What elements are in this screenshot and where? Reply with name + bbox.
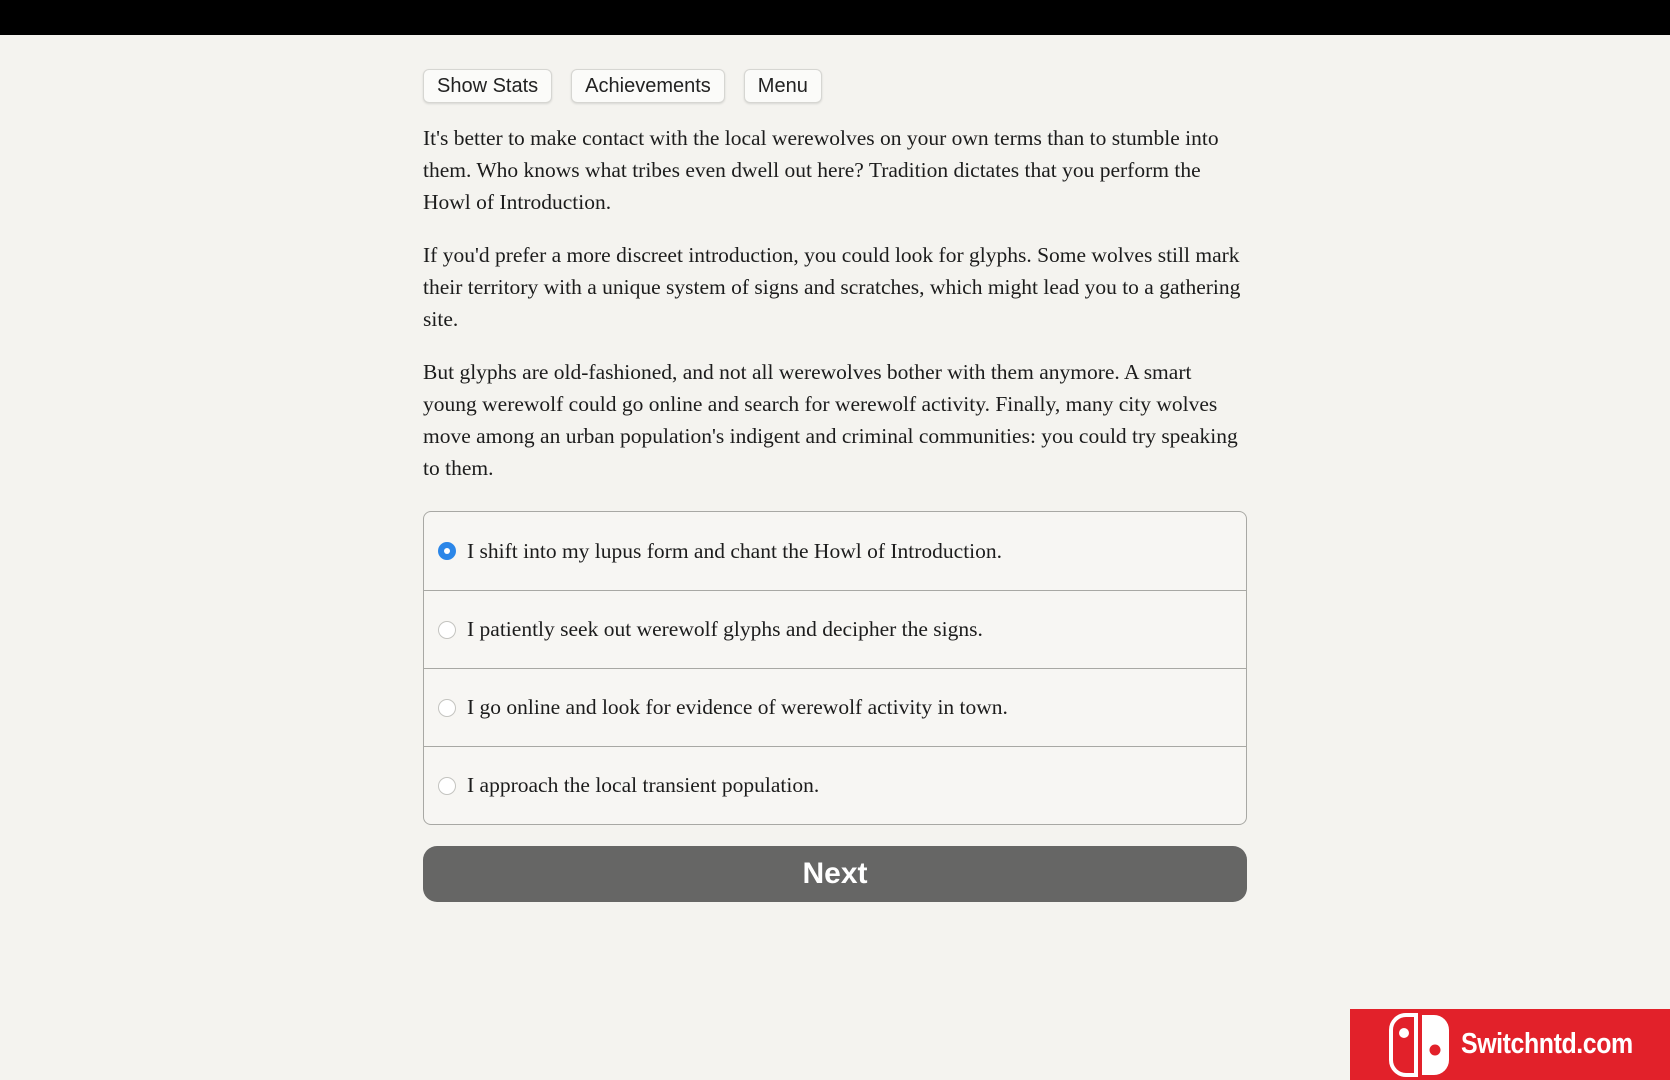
choice-label: I go online and look for evidence of werewolf activity in town. — [467, 695, 1008, 719]
game-page — [423, 69, 1247, 902]
radio-button[interactable] — [438, 542, 456, 560]
choice-option-transient[interactable] — [424, 746, 1246, 824]
switch-logo-icon — [1389, 1013, 1453, 1077]
choice-option-howl[interactable] — [424, 512, 1246, 590]
menu-button[interactable]: Menu — [744, 69, 822, 103]
watermark-banner — [1350, 1009, 1670, 1080]
radio-button[interactable] — [438, 777, 456, 795]
choice-label: I approach the local transient population. — [467, 773, 820, 797]
top-black-bar — [0, 0, 1670, 35]
story-text — [423, 122, 1247, 484]
next-button[interactable]: Next — [423, 846, 1247, 902]
radio-button[interactable] — [438, 699, 456, 717]
toolbar — [423, 69, 1247, 104]
choice-option-glyphs[interactable] — [424, 590, 1246, 668]
choice-option-online[interactable] — [424, 668, 1246, 746]
story-paragraph: But glyphs are old-fashioned, and not all werewolves bother with them anymore. A smart young werewolf could go online and search for werewolf activity. Finally, many city wolves move among an urban population's indigent and criminal communities: you could try speaking to them. — [423, 360, 1238, 480]
choice-label: I shift into my lupus form and chant the Howl of Introduction. — [467, 538, 1003, 563]
achievements-button[interactable]: Achievements — [571, 69, 725, 103]
choice-label: I patiently seek out werewolf glyphs and decipher the signs. — [467, 617, 983, 641]
show-stats-button[interactable]: Show Stats — [423, 69, 552, 103]
choice-list — [423, 511, 1247, 825]
radio-button[interactable] — [438, 621, 456, 639]
watermark-text: Switchntd.com — [1461, 1028, 1633, 1060]
story-paragraph: It's better to make contact with the local werewolves on your own terms than to stumble into them. Who knows what tribes even dwell out here? Tradition dictates that you perform the Howl of Introduction. — [423, 126, 1219, 214]
story-paragraph: If you'd prefer a more discreet introduction, you could look for glyphs. Some wolves still mark their territory with a unique system of signs and scratches, which might lead you to a gathering site. — [423, 243, 1241, 331]
